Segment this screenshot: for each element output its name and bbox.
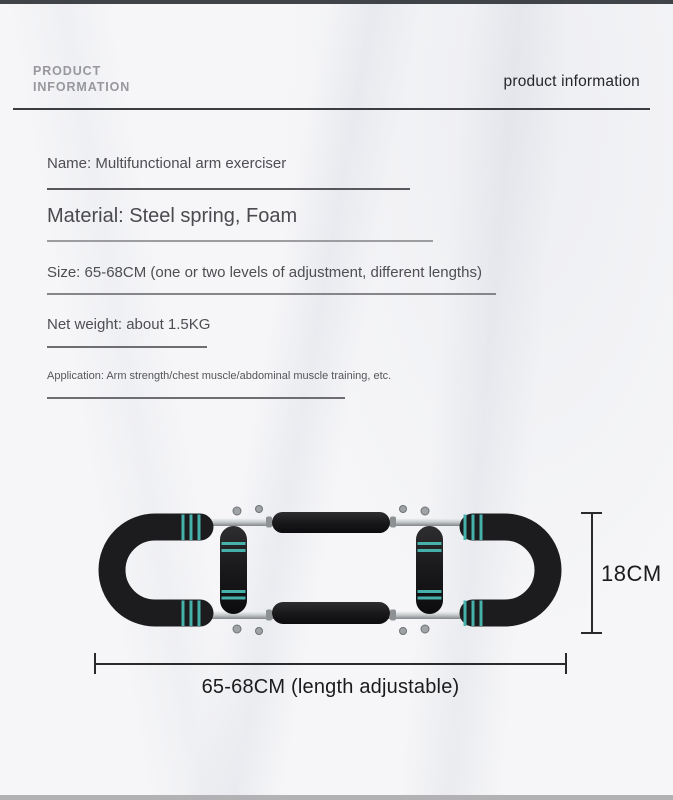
height-dimension-line: [591, 513, 593, 633]
spec-row-material: [47, 205, 297, 228]
spec-material-text: Material: Steel spring, Foam: [47, 205, 298, 227]
spec-size-underline: [47, 293, 496, 295]
page-title-line1: PRODUCT: [33, 64, 102, 78]
spec-name-text: Name: Multifunctional arm exerciser: [47, 155, 287, 172]
length-dimension-tick-left: [94, 653, 96, 674]
length-dimension-line: [95, 663, 566, 665]
spec-weight-underline: [47, 346, 207, 348]
spec-row-size: [47, 264, 482, 281]
spec-application-text: Application: Arm strength/chest muscle/abdominal muscle training, etc.: [47, 370, 392, 382]
top-center-foam-pad: [272, 512, 390, 533]
right-foam-handle: [473, 527, 548, 613]
spec-name-underline: [47, 188, 410, 190]
teal-accent-rings-grips: [222, 544, 442, 599]
spec-row-name: [47, 155, 286, 172]
bottom-border-strip: [0, 795, 673, 800]
spec-row-application: [47, 370, 391, 382]
left-vertical-grip: [220, 526, 247, 614]
height-dimension-tick-top: [581, 512, 602, 514]
page-title-line2: INFORMATION: [33, 80, 131, 94]
height-dimension-tick-bottom: [581, 632, 602, 634]
left-foam-handle: [112, 527, 200, 613]
header-divider: [13, 108, 650, 110]
arm-exerciser-product-image: [80, 480, 580, 660]
spec-weight-text: Net weight: about 1.5KG: [47, 316, 211, 333]
top-border-strip: [0, 0, 673, 4]
right-vertical-grip: [416, 526, 443, 614]
length-dimension-tick-right: [565, 653, 567, 674]
length-dimension-label: 65-68CM (length adjustable): [201, 676, 460, 698]
page-title: [33, 63, 130, 95]
page-subtitle: product information: [503, 73, 640, 90]
spec-material-underline: [47, 240, 433, 242]
spec-size-text: Size: 65-68CM (one or two levels of adjustment, different lengths): [47, 264, 482, 281]
height-dimension-label: 18CM: [601, 561, 662, 586]
spec-row-weight: [47, 316, 210, 333]
spec-application-underline: [47, 397, 345, 399]
bottom-center-foam-pad: [272, 602, 390, 624]
